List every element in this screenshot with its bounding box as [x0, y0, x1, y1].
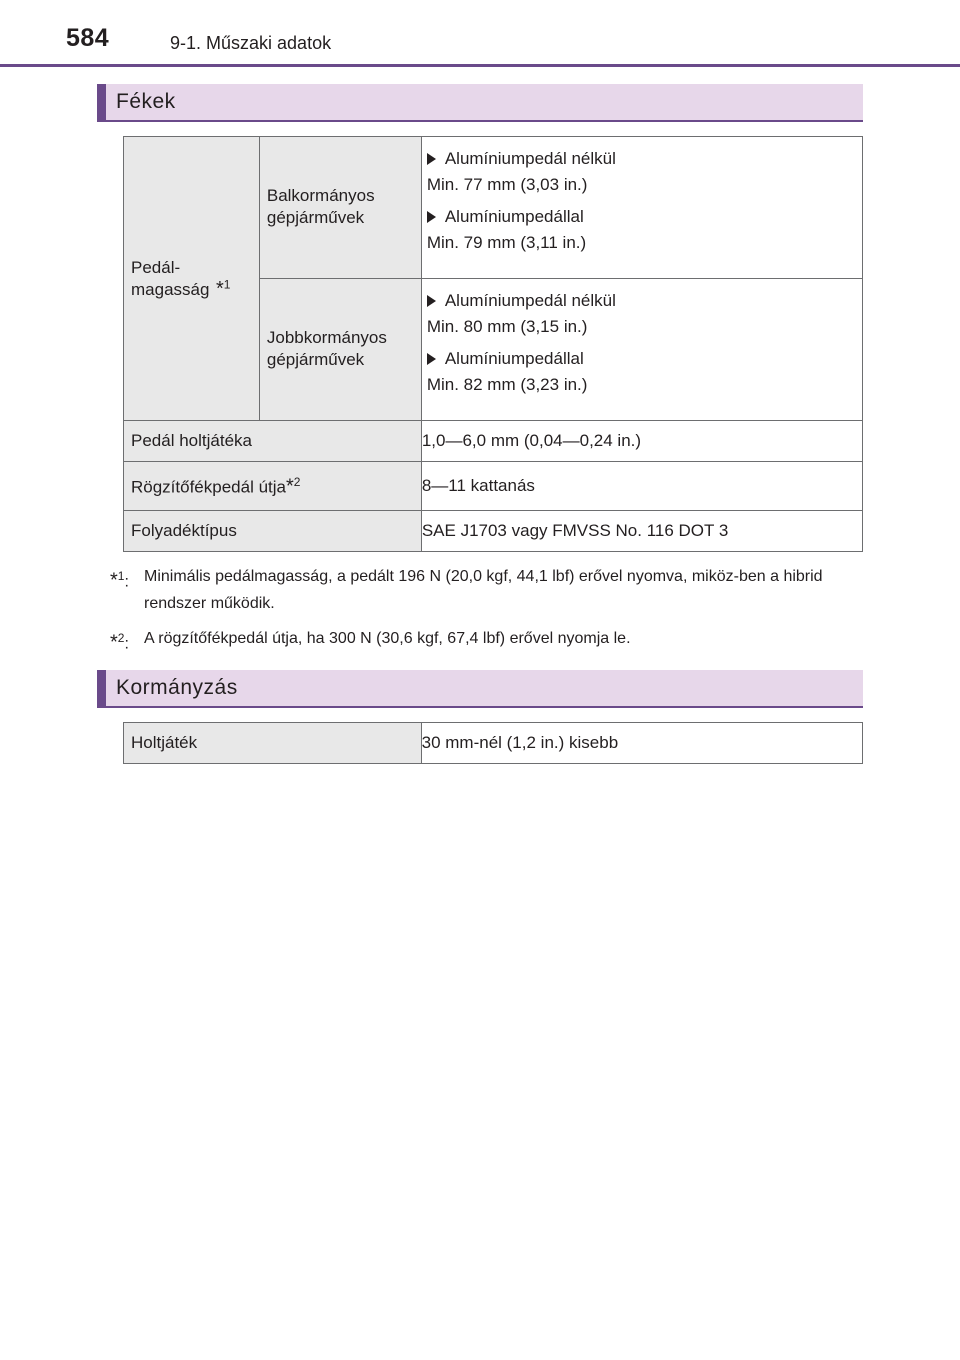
table-row	[124, 723, 863, 764]
free-play-label: Pedál holtjátéka	[124, 421, 422, 462]
variant-label: Alumíniumpedál nélkül	[444, 149, 616, 168]
free-play-value: 1,0—6,0 mm (0,04—0,24 in.)	[421, 421, 862, 462]
triangle-bullet-icon	[427, 295, 436, 307]
table-row	[124, 511, 863, 552]
parking-brake-cell	[124, 462, 422, 511]
section-heading-brakes	[97, 84, 863, 122]
fluid-type-label: Folyadéktípus	[124, 511, 422, 552]
steering-free-play-value: 30 mm-nél (1,2 in.) kisebb	[421, 723, 862, 764]
triangle-bullet-icon	[427, 211, 436, 223]
footnote-star-icon: *	[286, 475, 294, 498]
lhd-values-cell	[421, 137, 862, 279]
footnote-ref: 2	[293, 474, 301, 489]
variant-value: Min. 77 mm (3,03 in.)	[426, 175, 588, 194]
table-row	[124, 421, 863, 462]
parking-brake-value: 8—11 kattanás	[421, 462, 862, 511]
page-number: 584	[66, 24, 110, 52]
page-header	[0, 0, 960, 66]
footnote-star-icon: *	[216, 277, 224, 300]
fluid-type-value: SAE J1703 vagy FMVSS No. 116 DOT 3	[421, 511, 862, 552]
triangle-bullet-icon	[427, 353, 436, 365]
footnote-2: *$^2$: A rögzítőfékpedál útja, ha 300 N (30,6 kgf, 67,4 lbf) erővel nyomja le.	[110, 625, 870, 652]
variant-label: Alumíniumpedállal	[444, 349, 584, 368]
rhd-values-cell	[421, 279, 862, 421]
section-title: Kormányzás	[116, 676, 238, 699]
chapter-title: 9-1. Műszaki adatok	[170, 33, 332, 53]
brakes-spec-table	[123, 136, 863, 552]
footnote-mark: 1	[117, 569, 125, 583]
rhd-cell	[259, 279, 421, 421]
footnote-mark: 2	[117, 631, 125, 645]
footnote-star-icon: *	[110, 569, 118, 592]
steering-spec-table	[123, 722, 863, 764]
pedal-height-cell	[124, 137, 260, 421]
table-row	[124, 137, 863, 279]
variant-value: Min. 82 mm (3,23 in.)	[426, 375, 588, 394]
parking-brake-label: Rögzítőfékpedál útja	[131, 477, 286, 497]
lhd-label: Balkormányos gépjárművek	[266, 186, 375, 227]
footnote-ref: 1	[223, 276, 231, 291]
steering-free-play-label: Holtjáték	[124, 723, 422, 764]
footnote-text: Minimális pedálmagasság, a pedált 196 N (20,0 kgf, 44,1 lbf) erővel nyomva, miköz-ben a hibrid rendszer működik.	[144, 568, 823, 612]
header-divider	[0, 64, 960, 67]
footnote-1: *$^1$: Minimális pedálmagasság, a pedált 196 N (20,0 kgf, 44,1 lbf) erővel nyomva, miköz-ben a hibrid rendszer működik.	[110, 563, 870, 617]
rhd-label: Jobbkormányos gépjárművek	[266, 328, 387, 369]
variant-value: Min. 80 mm (3,15 in.)	[426, 317, 588, 336]
section-heading-steering	[97, 670, 863, 708]
lhd-cell	[259, 137, 421, 279]
variant-value: Min. 79 mm (3,11 in.)	[426, 233, 587, 252]
variant-label: Alumíniumpedál nélkül	[444, 291, 616, 310]
section-title: Fékek	[116, 90, 176, 113]
footnote-text: A rögzítőfékpedál útja, ha 300 N (30,6 kgf, 67,4 lbf) erővel nyomja le.	[144, 630, 631, 647]
triangle-bullet-icon	[427, 153, 436, 165]
pedal-height-label: Pedál-magasság	[131, 257, 210, 299]
variant-label: Alumíniumpedállal	[444, 207, 584, 226]
table-row	[124, 462, 863, 511]
footnote-star-icon: *	[110, 631, 118, 654]
